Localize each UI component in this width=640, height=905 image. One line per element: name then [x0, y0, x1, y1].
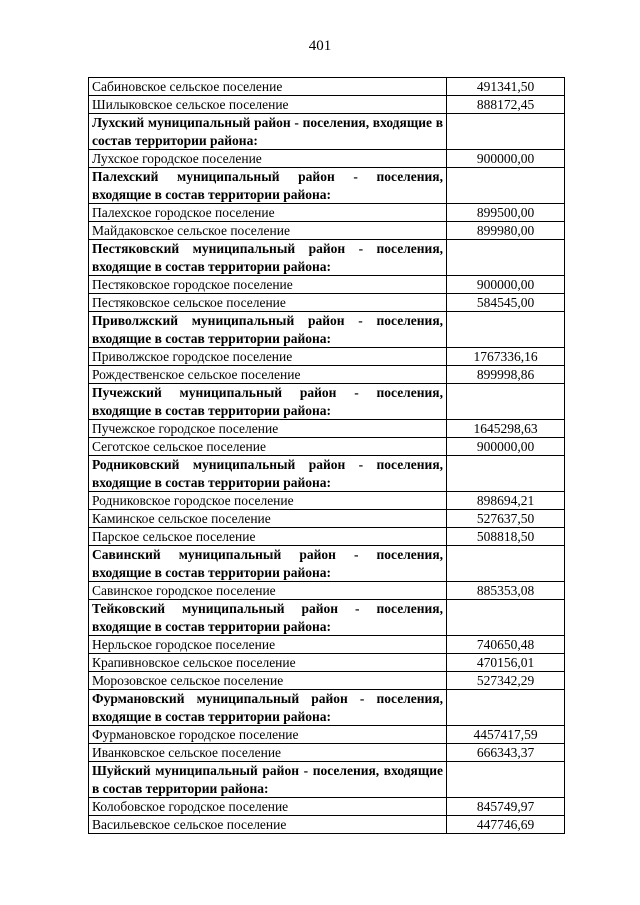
amount-cell: 898694,21: [447, 492, 565, 510]
settlement-name: Родниковское городское поселение: [89, 492, 447, 510]
settlement-name: Каминское сельское поселение: [89, 510, 447, 528]
table-row: [89, 816, 565, 834]
table-row: [89, 510, 565, 528]
amount-cell: 508818,50: [447, 528, 565, 546]
table-row: [89, 420, 565, 438]
settlement-name: Лухское городское поселение: [89, 150, 447, 168]
table-row: [89, 78, 565, 96]
settlements-budget-table: [88, 77, 565, 834]
district-header-row: [89, 762, 565, 798]
district-header-row: [89, 456, 565, 492]
district-header-label: Родниковский муниципальный район - поселения, входящие в состав территории района:: [89, 456, 447, 492]
table-row: [89, 150, 565, 168]
table-row: [89, 654, 565, 672]
amount-cell: 900000,00: [447, 438, 565, 456]
settlement-name: Пестяковское городское поселение: [89, 276, 447, 294]
amount-cell: 740650,48: [447, 636, 565, 654]
amount-cell: 900000,00: [447, 276, 565, 294]
table-row: [89, 204, 565, 222]
settlement-name: Сеготское сельское поселение: [89, 438, 447, 456]
settlement-name: Иванковское сельское поселение: [89, 744, 447, 762]
amount-cell: 899980,00: [447, 222, 565, 240]
settlement-name: Нерльское городское поселение: [89, 636, 447, 654]
amount-cell: 527342,29: [447, 672, 565, 690]
settlement-name: Крапивновское сельское поселение: [89, 654, 447, 672]
district-header-label: Савинский муниципальный район - поселения, входящие в состав территории района:: [89, 546, 447, 582]
district-header-label: Фурмановский муниципальный район - поселения, входящие в состав территории района:: [89, 690, 447, 726]
table-row: [89, 636, 565, 654]
amount-cell: 4457417,59: [447, 726, 565, 744]
district-header-row: [89, 168, 565, 204]
amount-cell: [447, 312, 565, 348]
amount-cell: [447, 168, 565, 204]
district-header-label: Приволжский муниципальный район - поселения, входящие в состав территории района:: [89, 312, 447, 348]
amount-cell: [447, 690, 565, 726]
settlement-name: Парское сельское поселение: [89, 528, 447, 546]
table-row: [89, 798, 565, 816]
settlement-name: Морозовское сельское поселение: [89, 672, 447, 690]
amount-cell: 899500,00: [447, 204, 565, 222]
page-number: 401: [308, 38, 332, 54]
amount-cell: 447746,69: [447, 816, 565, 834]
amount-cell: 885353,08: [447, 582, 565, 600]
district-header-row: [89, 312, 565, 348]
settlement-name: Колобовское городское поселение: [89, 798, 447, 816]
district-header-label: Палехский муниципальный район - поселения, входящие в состав территории района:: [89, 168, 447, 204]
settlement-name: Савинское городское поселение: [89, 582, 447, 600]
table-row: [89, 294, 565, 312]
district-header-row: [89, 690, 565, 726]
settlement-name: Майдаковское сельское поселение: [89, 222, 447, 240]
settlement-name: Пучежское городское поселение: [89, 420, 447, 438]
amount-cell: [447, 762, 565, 798]
table-row: [89, 528, 565, 546]
table-row: [89, 726, 565, 744]
table-row: [89, 672, 565, 690]
amount-cell: 470156,01: [447, 654, 565, 672]
table-row: [89, 96, 565, 114]
settlement-name: Палехское городское поселение: [89, 204, 447, 222]
settlement-name: Сабиновское сельское поселение: [89, 78, 447, 96]
amount-cell: [447, 240, 565, 276]
amount-cell: 845749,97: [447, 798, 565, 816]
table-row: [89, 276, 565, 294]
amount-cell: [447, 600, 565, 636]
district-header-row: [89, 240, 565, 276]
table-row: [89, 744, 565, 762]
amount-cell: 899998,86: [447, 366, 565, 384]
district-header-label: Шуйский муниципальный район - поселения, входящие в состав территории района:: [89, 762, 447, 798]
table-row: [89, 222, 565, 240]
table-row: [89, 582, 565, 600]
amount-cell: 666343,37: [447, 744, 565, 762]
amount-cell: 491341,50: [447, 78, 565, 96]
amount-cell: [447, 384, 565, 420]
district-header-row: [89, 114, 565, 150]
district-header-label: Пучежский муниципальный район - поселения, входящие в состав территории района:: [89, 384, 447, 420]
amount-cell: 1767336,16: [447, 348, 565, 366]
settlement-name: Приволжское городское поселение: [89, 348, 447, 366]
table-row: [89, 366, 565, 384]
settlement-name: Шилыковское сельское поселение: [89, 96, 447, 114]
settlement-name: Пестяковское сельское поселение: [89, 294, 447, 312]
district-header-label: Тейковский муниципальный район - поселения, входящие в состав территории района:: [89, 600, 447, 636]
district-header-row: [89, 384, 565, 420]
settlement-name: Рождественское сельское поселение: [89, 366, 447, 384]
amount-cell: 527637,50: [447, 510, 565, 528]
amount-cell: 584545,00: [447, 294, 565, 312]
district-header-label: Пестяковский муниципальный район - поселения, входящие в состав территории района:: [89, 240, 447, 276]
amount-cell: 888172,45: [447, 96, 565, 114]
table-row: [89, 438, 565, 456]
district-header-label: Лухский муниципальный район - поселения, входящие в состав территории района:: [89, 114, 447, 150]
amount-cell: [447, 114, 565, 150]
district-header-row: [89, 546, 565, 582]
settlement-name: Васильевское сельское поселение: [89, 816, 447, 834]
table-row: [89, 348, 565, 366]
amount-cell: [447, 456, 565, 492]
amount-cell: 1645298,63: [447, 420, 565, 438]
table-row: [89, 492, 565, 510]
amount-cell: [447, 546, 565, 582]
settlement-name: Фурмановское городское поселение: [89, 726, 447, 744]
table-body: [89, 78, 565, 834]
district-header-row: [89, 600, 565, 636]
amount-cell: 900000,00: [447, 150, 565, 168]
